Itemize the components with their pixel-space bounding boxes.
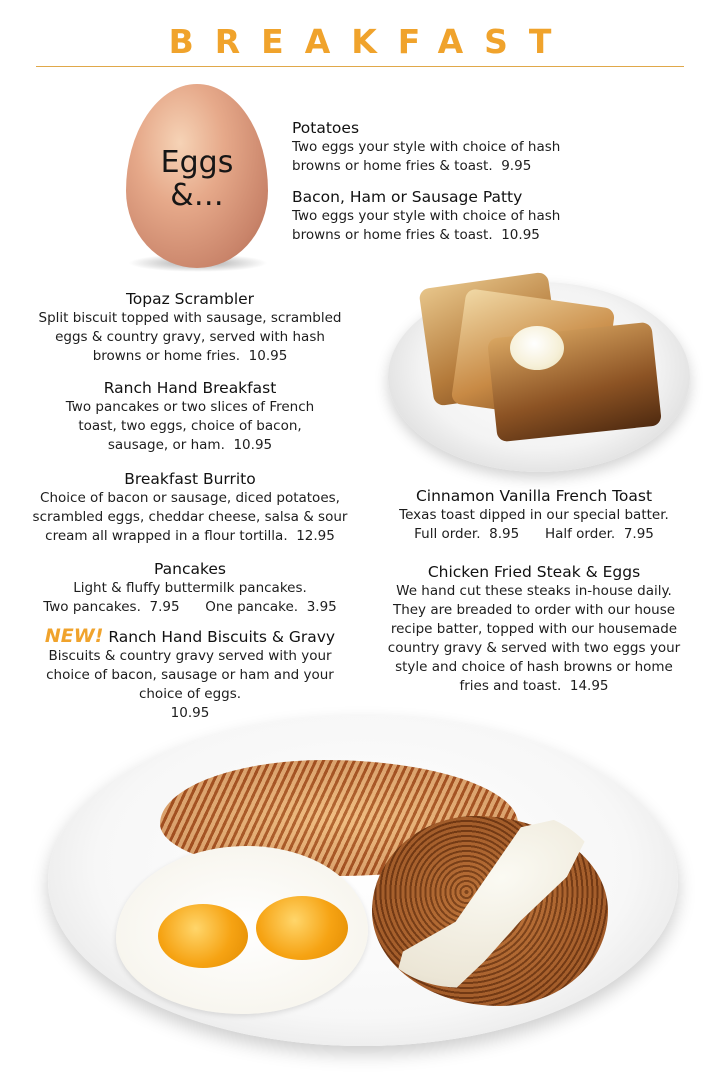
menu-item-topaz-scrambler xyxy=(34,289,346,366)
menu-item-chicken-fried-steak xyxy=(386,562,682,696)
menu-item-ranch-hand-breakfast xyxy=(54,378,326,455)
option-label: Full order. xyxy=(414,526,481,542)
item-options xyxy=(384,525,684,544)
option-price: 7.95 xyxy=(623,526,654,542)
menu-item-french-toast xyxy=(384,486,684,544)
item-name: Chicken Fried Steak & Eggs xyxy=(427,563,641,581)
option-label: One pancake. xyxy=(205,599,299,615)
menu-item-pancakes xyxy=(34,559,346,617)
item-desc: We hand cut these steaks in-house daily. They are breaded to order with our house recipe batter, topped with our housemade country gravy & served with two eggs your style and choice of hash browns or home fries and toast. 14.95 xyxy=(387,583,681,694)
option-price: 8.95 xyxy=(489,526,520,542)
item-desc: Biscuits & country gravy served with your choice of bacon, sausage or ham and your choice of eggs. xyxy=(46,648,334,702)
item-name: Pancakes xyxy=(153,560,227,578)
item-name: Cinnamon Vanilla French Toast xyxy=(415,487,653,505)
egg-yolk xyxy=(158,904,248,968)
egg-badge-text xyxy=(126,146,268,212)
item-price: 10.95 xyxy=(170,705,210,721)
item-desc: Two pancakes or two slices of French toast, two eggs, choice of bacon, sausage, or ham. 10.95 xyxy=(65,399,315,453)
item-price: 10.95 xyxy=(248,348,288,364)
item-name: Breakfast Burrito xyxy=(124,470,256,488)
title-divider xyxy=(36,66,684,67)
item-name: Ranch Hand Breakfast xyxy=(103,379,277,397)
option-label: Half order. xyxy=(544,526,616,542)
item-name: Potatoes xyxy=(292,119,360,137)
option-price: 7.95 xyxy=(149,599,180,615)
item-price: 12.95 xyxy=(296,528,335,544)
item-price: 10.95 xyxy=(233,437,273,453)
item-desc: Two eggs your style with choice of hash browns or home fries & toast. 10.95 xyxy=(292,208,561,243)
egg-yolk xyxy=(256,896,348,960)
new-badge: NEW! xyxy=(44,625,104,647)
option-price: 3.95 xyxy=(306,599,337,615)
item-desc: Two eggs your style with choice of hash browns or home fries & toast. 9.95 xyxy=(292,139,561,174)
item-desc: Split biscuit topped with sausage, scrambled eggs & country gravy, served with hash browns or home fries. 10.95 xyxy=(38,310,342,364)
item-desc: Texas toast dipped in our special batter. xyxy=(399,507,669,523)
item-desc: Choice of bacon or sausage, diced potatoes, scrambled eggs, cheddar cheese, salsa & sour cream all wrapped in a flour tortilla. 12.95 xyxy=(32,490,348,544)
item-options xyxy=(34,598,346,617)
item-price: 9.95 xyxy=(501,158,532,174)
menu-item-breakfast-burrito xyxy=(28,469,352,546)
option-label: Two pancakes. xyxy=(43,599,141,615)
item-price: 14.95 xyxy=(569,678,609,694)
menu-item-bacon-ham-sausage xyxy=(292,187,582,245)
item-name: Topaz Scrambler xyxy=(125,290,255,308)
item-desc: Light & fluffy buttermilk pancakes. xyxy=(73,580,307,596)
butter-pat xyxy=(510,326,564,370)
egg-badge-line2: &… xyxy=(170,178,224,213)
menu-item-biscuits-gravy xyxy=(40,626,340,723)
menu-title: BREAKFAST xyxy=(168,22,573,61)
egg-illustration xyxy=(118,84,278,280)
egg-badge-line1: Eggs xyxy=(160,145,234,180)
item-name: NEW! Ranch Hand Biscuits & Gravy xyxy=(44,625,336,647)
item-price: 10.95 xyxy=(501,227,540,243)
menu-item-potatoes xyxy=(292,118,582,176)
item-name: Bacon, Ham or Sausage Patty xyxy=(292,188,523,206)
